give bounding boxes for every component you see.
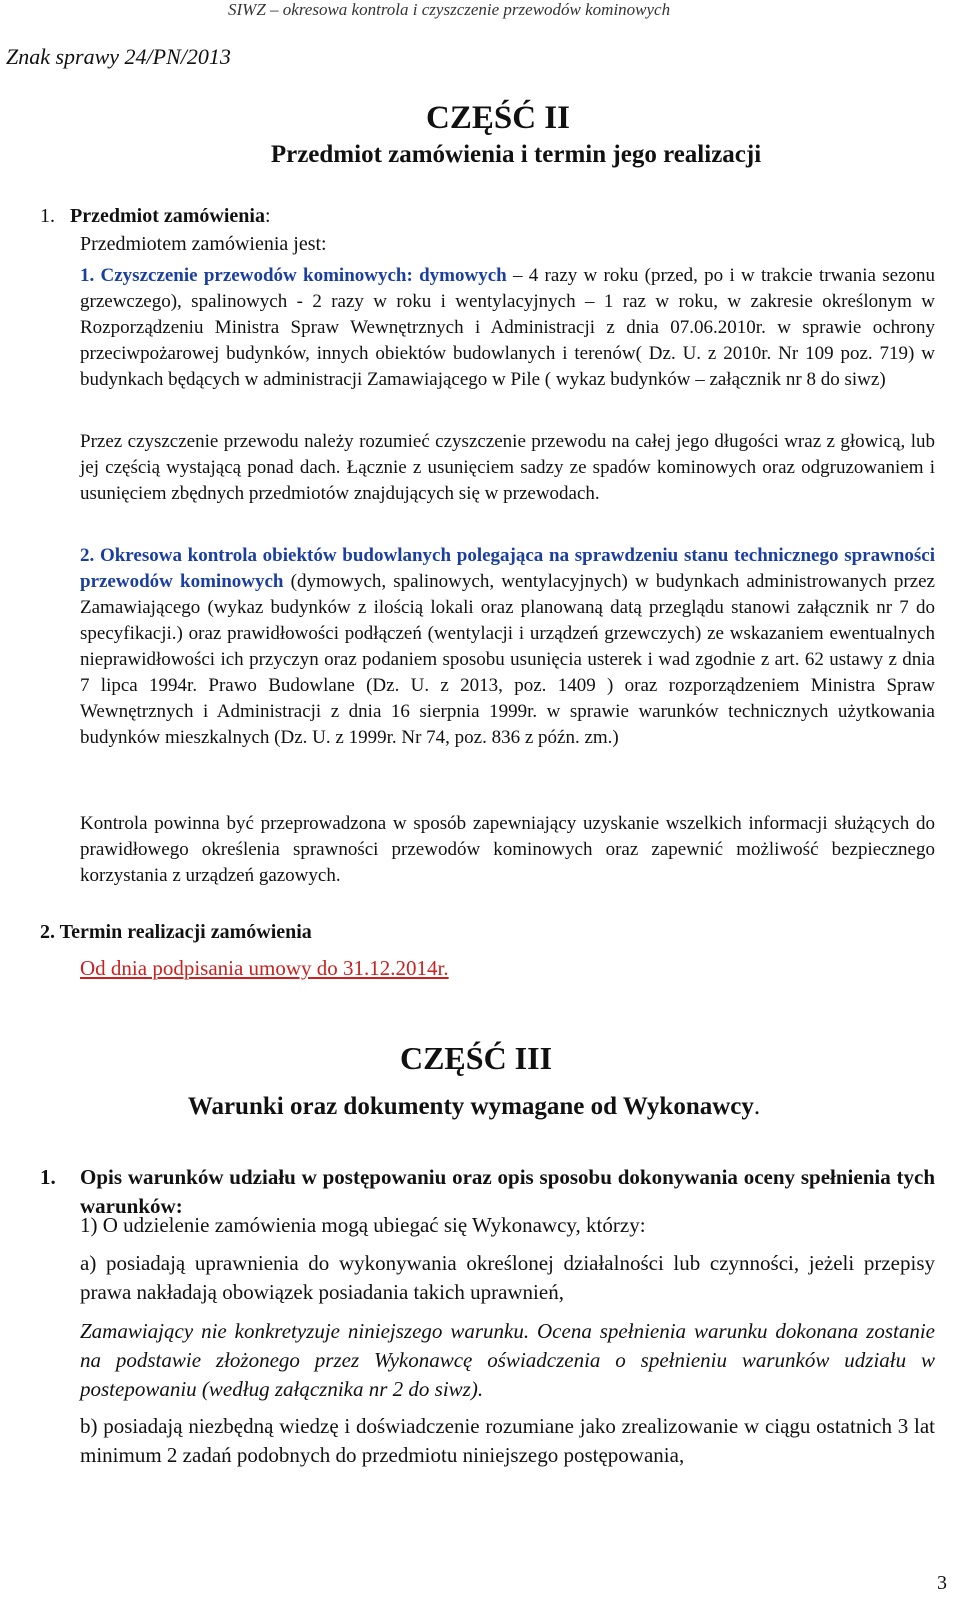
- item1-number: 1.: [40, 205, 55, 227]
- sub1-paragraph: [80, 263, 935, 393]
- page-number: 3: [937, 1572, 947, 1594]
- running-header: SIWZ – okresowa kontrola i czyszczenie przewodów kominowych: [228, 0, 671, 19]
- case-number: Znak sprawy 24/PN/2013: [6, 44, 231, 69]
- conditions-p1: 1) O udzielenie zamówienia mogą ubiegać się Wykonawcy, którzy:: [80, 1213, 646, 1237]
- item2-title: 2. Termin realizacji zamówienia: [40, 921, 312, 943]
- control-note: Kontrola powinna być przeprowadzona w sposób zapewniający uzyskanie wszelkich informacji służących do prawidłowego określenia sprawności przewodów kominowych oraz zapewnić możliwość bezpiecznego korzystania z urządzeń gazowych.: [80, 813, 935, 886]
- item1-colon: :: [264, 205, 271, 227]
- sub2-text: (dymowych, spalinowych, wentylacyjnych) w budynkach administrowanych przez Zamawiającego (wykaz budynków z ilością lokali oraz planowaną datą przeglądu stanowi załącznik nr 7 do specyfikacji.) oraz prawidłowości podłączeń (wentylacji i urządzeń grzewczych) ze wskazaniem ewentualnych nieprawidłowości ich przyczyn oraz podaniem sposobu usunięcia usterek i wad zgodnie z art. 62 ustawy z dnia 7 lipca 1994r. Prawo Budowlane (Dz. U. z 2013, poz. 1409 ) oraz rozporządzeniem Ministra Spraw Wewnętrznych i Administracji z dnia 16 sierpnia 1999r. w sprawie warunków technicznych użytkowania budynków mieszkalnych (Dz. U. z 1999r. Nr 74, poz. 836 z późn. zm.): [80, 571, 935, 748]
- conditions-number: 1.: [40, 1165, 56, 1189]
- part3-subtitle-dot: .: [753, 1093, 761, 1120]
- item1-heading: [40, 205, 271, 228]
- conditions-pa-note: Zamawiający nie konkretyzuje niniejszego warunku. Ocena spełnienia warunku dokonana zostanie na podstawie złożonego przez Wykonawcę oświadczenia o spełnieniu warunków udziału w postepowaniu (według załącznika nr 2 do siwz).: [80, 1319, 935, 1401]
- conditions-title: Opis warunków udziału w postępowaniu oraz opis sposobu dokonywania oceny spełnienia tych warunków:: [80, 1165, 935, 1218]
- sub1-lead: 1. Czyszczenie przewodów kominowych: dymowych: [80, 265, 507, 286]
- sub2-paragraph: [80, 543, 935, 751]
- item1-intro: Przedmiotem zamówienia jest:: [80, 233, 327, 255]
- part2-subtitle: Przedmiot zamówienia i termin jego realizacji: [270, 141, 762, 168]
- sub1-text: – 4 razy w roku (przed, po i w trakcie trwania sezonu grzewczego), spalinowych - 2 razy w roku i wentylacyjnych – 1 raz w roku, w zakresie określonym w Rozporządzeniu Ministra Spraw Wewnętrznych i Administracji z dnia 07.06.2010r. w sprawie ochrony przeciwpożarowej budynków, innych obiektów budowlanych i terenów( Dz. U. z 2010r. Nr 109 poz. 719) w budynkach będących w administracji Zamawiającego w Pile ( wykaz budynków – załącznik nr 8 do siwz): [80, 265, 935, 390]
- conditions-pa: a) posiadają uprawnienia do wykonywania określonej działalności lub czynności, jeżeli przepisy prawa nakładają obowiązek posiadania takich uprawnień,: [80, 1251, 935, 1304]
- part3-subtitle-text: Warunki oraz dokumenty wymagane od Wykonawcy: [187, 1093, 754, 1120]
- item2-term: Od dnia podpisania umowy do 31.12.2014r.: [80, 956, 449, 980]
- part3-subtitle: [0, 1093, 954, 1121]
- part3-title: CZĘŚĆ III: [399, 1040, 553, 1076]
- part2-title: CZĘŚĆ II: [426, 100, 570, 136]
- cleaning-note: Przez czyszczenie przewodu należy rozumieć czyszczenie przewodu na całej jego długości wraz z głowicą, lub jej częścią wystającą ponad dach. Łącznie z usunięciem sadzy ze spadów kominowych oraz odgruzowaniem i usunięciem zbędnych przedmiotów znajdujących się w przewodach.: [80, 431, 935, 504]
- sub2-lead: 2. Okresowa kontrola obiektów budowlanych polegająca na sprawdzeniu stanu technicznego sprawności przewodów kominowych: [80, 545, 935, 592]
- conditions-pb: b) posiadają niezbędną wiedzę i doświadczenie rozumiane jako zrealizowanie w ciągu ostatnich 3 lat minimum 2 zadań podobnych do przedmiotu niniejszego postępowania,: [80, 1414, 935, 1467]
- item1-label: Przedmiot zamówienia: [70, 205, 265, 227]
